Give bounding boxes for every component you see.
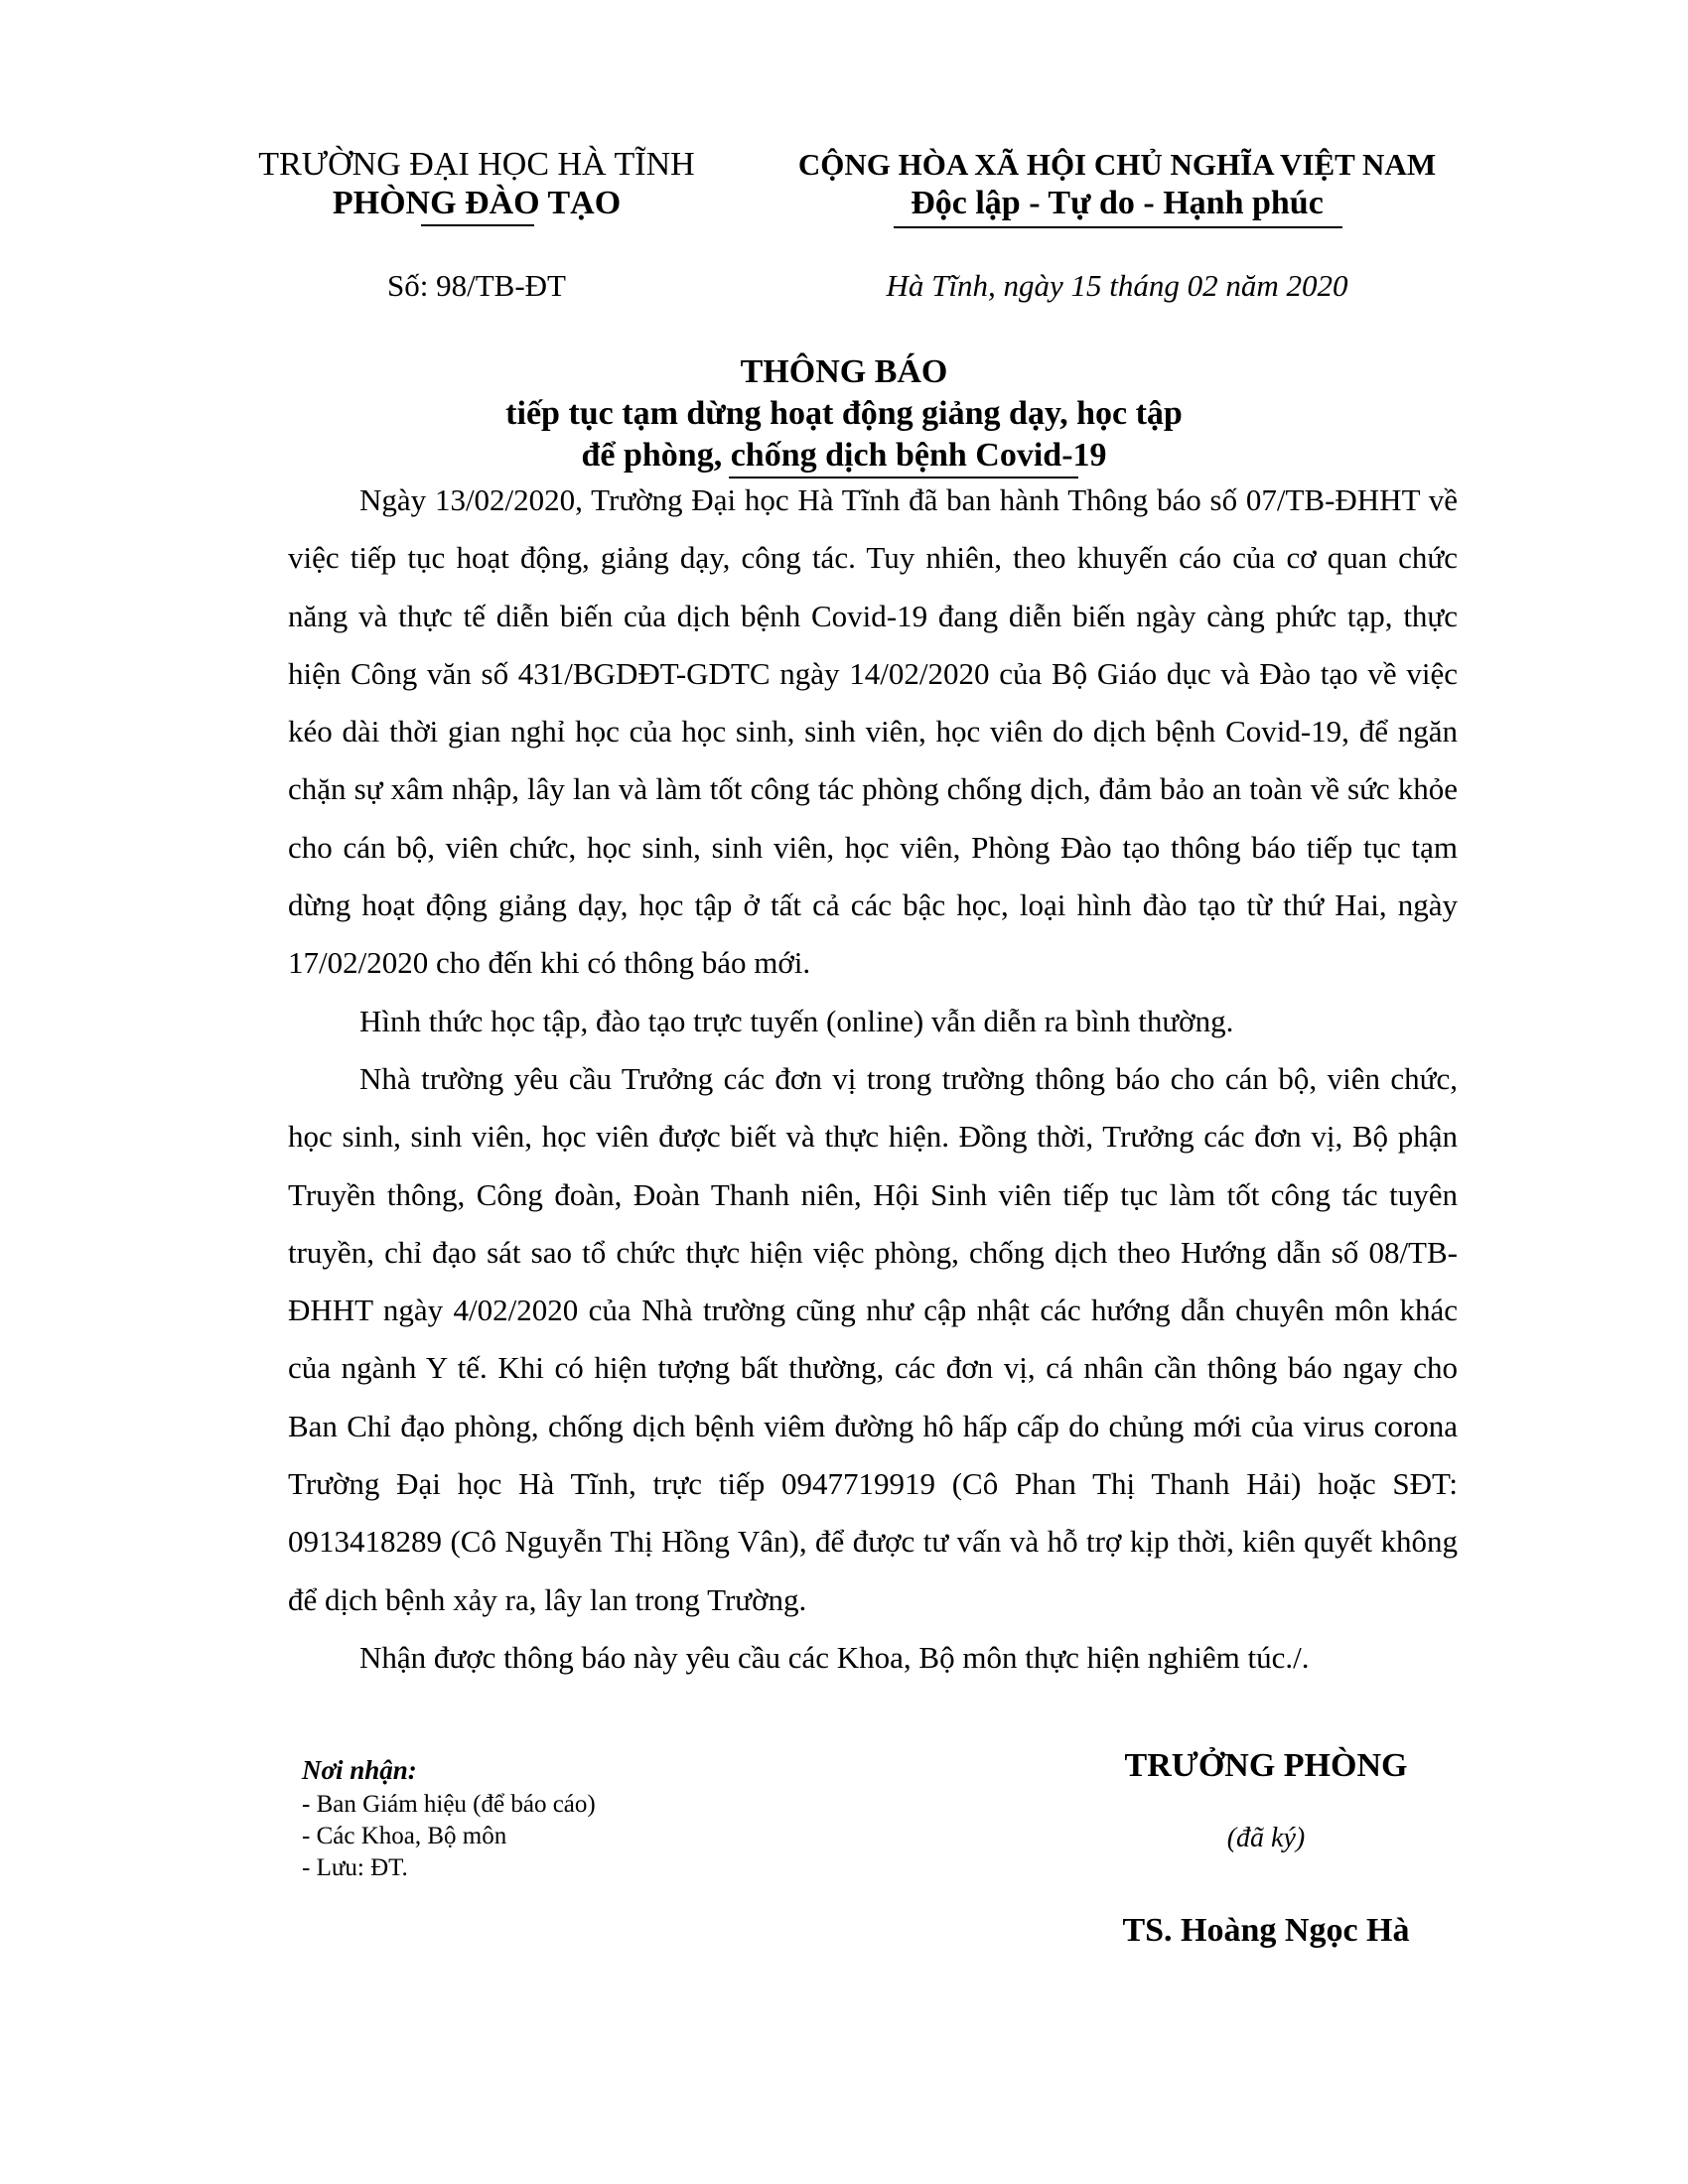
motto-underline bbox=[894, 226, 1342, 228]
nation-name: CỘNG HÒA XÃ HỘI CHỦ NGHĨA VIỆT NAM bbox=[797, 147, 1437, 182]
recipients-list bbox=[302, 1789, 596, 1884]
signed-note: (đã ký) bbox=[1226, 1823, 1306, 1853]
department-underline bbox=[421, 224, 534, 226]
body-paragraph: Hình thức học tập, đào tạo trực tuyến (online) vẫn diễn ra bình thường. bbox=[359, 1003, 1234, 1038]
signer-name: TS. Hoàng Ngọc Hà bbox=[1122, 1912, 1410, 1949]
body-paragraph: Ngày 13/02/2020, Trường Đại học Hà Tĩnh đã ban hành Thông báo số 07/TB-ĐHHT về việc tiếp tục hoạt động, giảng dạy, công tác. Tuy nhiên, theo khuyến cáo của cơ quan chức năng và thực tế diễn biến của dịch bệnh Covid-19 đang diễn biến ngày càng phức tạp, thực hiện Công văn số 431/BGDĐT-GDTC ngày 14/02/2020 của Bộ Giáo dục và Đào tạo về việc kéo dài thời gian nghỉ học của học sinh, sinh viên, học viên do dịch bệnh Covid-19, để ngăn chặn sự xâm nhập, lây lan và làm tốt công tác phòng chống dịch, đảm bảo an toàn về sức khỏe cho cán bộ, viên chức, học sinh, sinh viên, học viên, Phòng Đào tạo thông báo tiếp tục tạm dừng hoạt động giảng dạy, học tập ở tất cả các bậc học, loại hình đào tạo từ thứ Hai, ngày 17/02/2020 cho đến khi có thông báo mới. bbox=[288, 482, 1458, 981]
document-subtitle-line-1: tiếp tục tạm dừng hoạt động giảng dạy, học tập bbox=[505, 395, 1183, 432]
recipient-item: - Ban Giám hiệu (để báo cáo) bbox=[302, 1791, 596, 1818]
document-date: Hà Tĩnh, ngày 15 tháng 02 năm 2020 bbox=[886, 268, 1348, 303]
document-body bbox=[288, 472, 1458, 1687]
document-subtitle-line-2: để phòng, chống dịch bệnh Covid-19 bbox=[581, 437, 1107, 474]
national-motto: Độc lập - Tự do - Hạnh phúc bbox=[911, 185, 1324, 221]
recipients-heading: Nơi nhận: bbox=[302, 1755, 417, 1785]
recipient-item: - Các Khoa, Bộ môn bbox=[302, 1823, 507, 1849]
body-paragraph: Nhà trường yêu cầu Trưởng các đơn vị trong trường thông báo cho cán bộ, viên chức, học sinh, sinh viên, học viên được biết và thực hiện. Đồng thời, Trưởng các đơn vị, Bộ phận Truyền thông, Công đoàn, Đoàn Thanh niên, Hội Sinh viên tiếp tục làm tốt công tác tuyên truyền, chỉ đạo sát sao tổ chức thực hiện việc phòng, chống dịch theo Hướng dẫn số 08/TB-ĐHHT ngày 4/02/2020 của Nhà trường cũng như cập nhật các hướng dẫn chuyên môn khác của ngành Y tế. Khi có hiện tượng bất thường, các đơn vị, cá nhân cần thông báo ngay cho Ban Chỉ đạo phòng, chống dịch bệnh viêm đường hô hấp cấp do chủng mới của virus corona Trường Đại học Hà Tĩnh, trực tiếp 0947719919 (Cô Phan Thị Thanh Hải) hoặc SĐT: 0913418289 (Cô Nguyễn Thị Hồng Vân), để được tư vấn và hỗ trợ kịp thời, kiên quyết không để dịch bệnh xảy ra, lây lan trong Trường. bbox=[288, 1060, 1458, 1617]
signer-title: TRƯỞNG PHÒNG bbox=[1124, 1747, 1408, 1784]
document-title: THÔNG BÁO bbox=[740, 353, 948, 390]
document-number: Số: 98/TB-ĐT bbox=[387, 268, 566, 303]
organization-name: TRƯỜNG ĐẠI HỌC HÀ TĨNH bbox=[258, 146, 695, 183]
recipient-item: - Lưu: ĐT. bbox=[302, 1854, 408, 1881]
body-paragraph: Nhận được thông báo này yêu cầu các Khoa, Bộ môn thực hiện nghiêm túc./. bbox=[359, 1639, 1310, 1675]
department-name: PHÒNG ĐÀO TẠO bbox=[332, 185, 622, 221]
